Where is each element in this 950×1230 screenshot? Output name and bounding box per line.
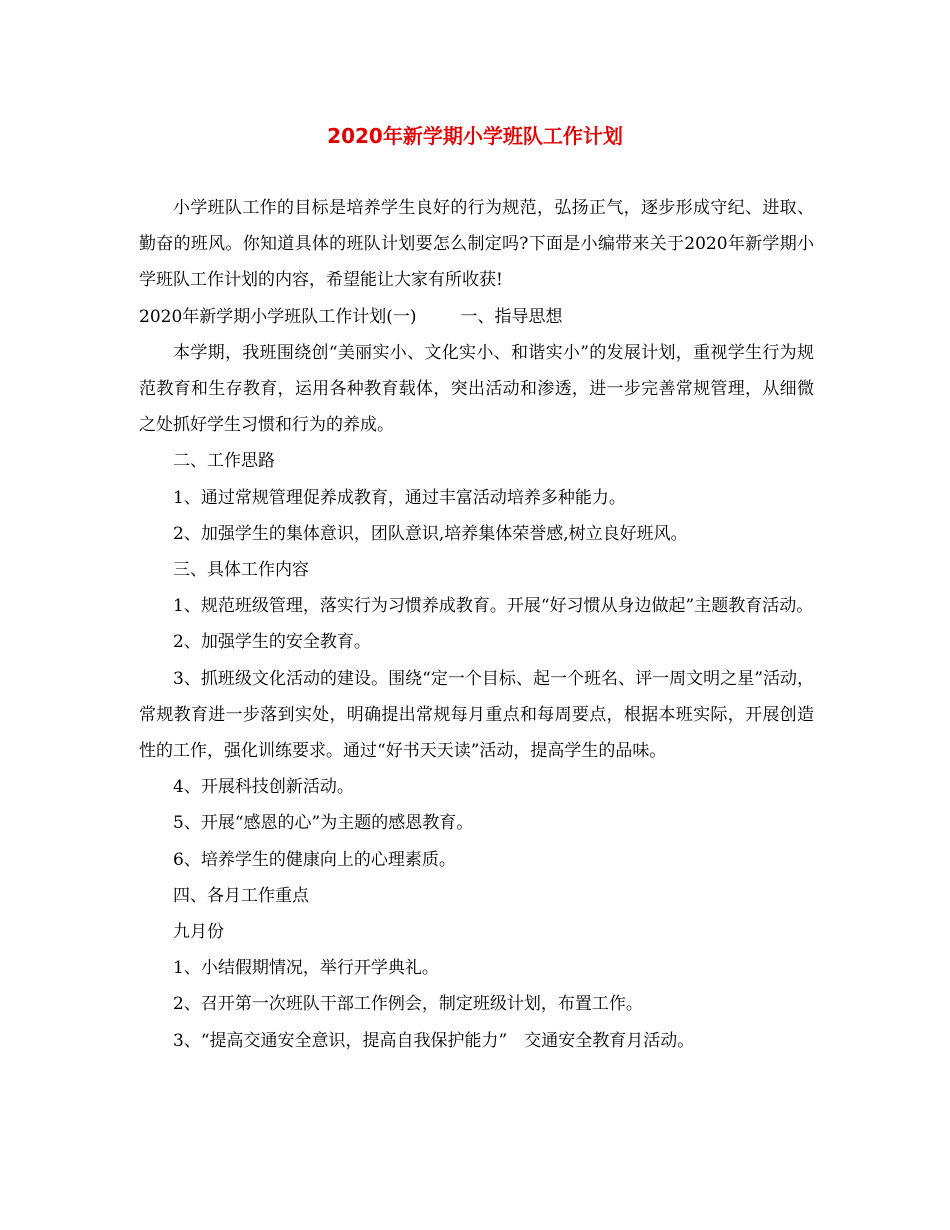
intro-paragraph: 小学班队工作的目标是培养学生良好的行为规范，弘扬正气，逐步形成守纪、进取、勤奋的班风。你知道具体的班队计划要怎么制定吗?下面是小编带来关于2020年新学期小学班队工作计划的内容，希望能让大家有所收获! [139, 198, 814, 291]
section4-heading: 四、各月工作重点 [173, 885, 309, 906]
subheading-line [139, 299, 814, 335]
section3-item: 5、开展“感恩的心”为主题的感恩教育。 [173, 813, 474, 834]
section3-item: 3、抓班级文化活动的建设。围绕“定一个目标、起一个班名、评一周文明之星”活动，常规教育进一步落到实处，明确提出常规每月重点和每周要点，根据本班实际，开展创造性的工作，强化训练要求。通过“好书天天读”活动，提高学生的品味。 [139, 668, 814, 762]
section3-item: 2、加强学生的安全教育。 [173, 632, 371, 653]
month-item: 3、“提高交通安全意识，提高自我保护能力” 交通安全教育月活动。 [173, 1030, 695, 1051]
document-body [139, 190, 814, 1059]
document-title: 2020年新学期小学班队工作计划 [327, 124, 623, 148]
month-label: 九月份 [173, 922, 224, 943]
plan-subheading: 2020年新学期小学班队工作计划(一) [139, 306, 417, 327]
section1-heading: 一、指导思想 [460, 306, 563, 327]
section2-item: 2、加强学生的集体意识，团队意识,培养集体荣誉感,树立良好班风。 [173, 523, 688, 544]
section3-heading: 三、具体工作内容 [173, 560, 309, 581]
section1-paragraph: 本学期，我班围绕创“美丽实小、文化实小、和谐实小”的发展计划，重视学生行为规范教育和生存教育，运用各种教育载体，突出活动和渗透，进一步完善常规管理，从细微之处抓好学生习惯和行为的养成。 [139, 342, 814, 436]
section3-item: 6、培养学生的健康向上的心理素质。 [173, 849, 456, 870]
section3-item: 4、开展科技创新活动。 [173, 777, 354, 798]
month-item: 1、小结假期情况，举行开学典礼。 [173, 958, 439, 979]
section2-item: 1、通过常规管理促养成教育，通过丰富活动培养多种能力。 [173, 487, 626, 508]
section2-heading: 二、工作思路 [173, 451, 275, 472]
month-item: 2、召开第一次班队干部工作例会，制定班级计划，布置工作。 [173, 994, 643, 1015]
section3-item: 1、规范班级管理，落实行为习惯养成教育。开展“好习惯从身边做起”主题教育活动。 [173, 596, 814, 617]
